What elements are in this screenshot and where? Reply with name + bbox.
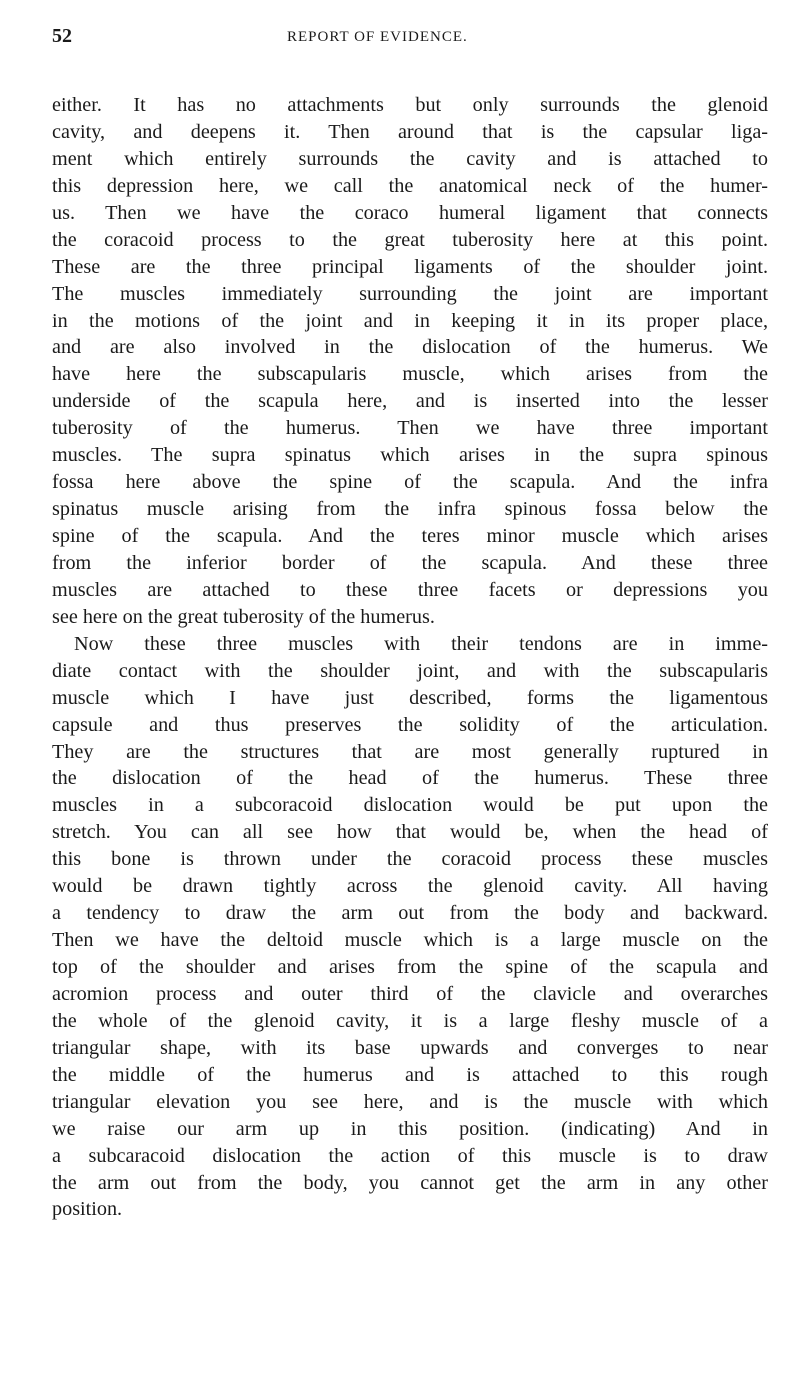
text-line: muscle which I have just described, forms the ligamentous xyxy=(52,686,768,709)
text-line: Then we have the deltoid muscle which is a large muscle on the xyxy=(52,929,768,952)
text-line: we raise our arm up in this position. (indicating) And in xyxy=(52,1117,768,1140)
text-line: muscles are attached to these three facets or depressions you xyxy=(52,578,768,601)
text-line: a subcaracoid dislocation the action of this muscle is to draw xyxy=(52,1144,768,1167)
text-line: diate contact with the shoulder joint, and with the subscapularis xyxy=(52,659,768,682)
text-line: this bone is thrown under the coracoid process these muscles xyxy=(52,848,768,871)
text-line: fossa here above the spine of the scapula. And the infra xyxy=(52,471,768,494)
text-line: either. It has no attachments but only surrounds the glenoid xyxy=(52,94,768,116)
text-line: muscles. The supra spinatus which arises in the supra spinous xyxy=(52,444,768,467)
page-number: 52 xyxy=(52,25,72,47)
text-line: muscles in a subcoracoid dislocation would be put upon the xyxy=(52,794,768,817)
text-line: acromion process and outer third of the clavicle and overarches xyxy=(52,982,768,1005)
text-line: underside of the scapula here, and is inserted into the lesser xyxy=(52,390,768,413)
text-line: Now these three muscles with their tendons are in imme- xyxy=(74,632,768,655)
text-line: would be drawn tightly across the glenoid cavity. All having xyxy=(52,875,768,898)
text-line: this depression here, we call the anatomical neck of the humer- xyxy=(52,174,768,197)
text-line: position. xyxy=(52,1198,123,1221)
text-line: have here the subscapularis muscle, which arises from the xyxy=(52,363,768,386)
text-line: cavity, and deepens it. Then around that is the capsular liga- xyxy=(52,120,768,143)
text-line: They are the structures that are most generally ruptured in xyxy=(52,740,768,763)
text-line: and are also involved in the dislocation of the humerus. We xyxy=(52,336,768,359)
text-line: The muscles immediately surrounding the joint are important xyxy=(52,282,768,305)
text-line: stretch. You can all see how that would be, when the head of xyxy=(52,821,768,844)
text-line: ment which entirely surrounds the cavity and is attached to xyxy=(52,147,768,170)
text-line: from the inferior border of the scapula. And these three xyxy=(52,551,768,574)
text-line: triangular shape, with its base upwards and converges to near xyxy=(52,1036,768,1059)
text-line: spine of the scapula. And the teres minor muscle which arises xyxy=(52,525,768,547)
text-line: in the motions of the joint and in keeping it in its proper place, xyxy=(52,309,768,332)
text-line: the coracoid process to the great tuberosity here at this point. xyxy=(52,228,768,251)
running-title: REPORT OF EVIDENCE. xyxy=(287,29,468,45)
text-line: the whole of the glenoid cavity, it is a large fleshy muscle of a xyxy=(52,1009,768,1032)
text-line: the dislocation of the head of the humerus. These three xyxy=(52,767,768,790)
text-line: us. Then we have the coraco humeral ligament that connects xyxy=(52,201,768,224)
text-line: These are the three principal ligaments of the shoulder joint. xyxy=(52,255,768,278)
text-line: top of the shoulder and arises from the spine of the scapula and xyxy=(52,956,768,978)
text-line: see here on the great tuberosity of the humerus. xyxy=(52,605,435,628)
body-text xyxy=(52,92,768,1223)
text-line: triangular elevation you see here, and is the muscle with which xyxy=(52,1090,768,1113)
text-line: capsule and thus preserves the solidity of the articulation. xyxy=(52,713,768,736)
text-line: spinatus muscle arising from the infra spinous fossa below the xyxy=(52,498,768,521)
text-line: the middle of the humerus and is attached to this rough xyxy=(52,1063,768,1086)
text-line: tuberosity of the humerus. Then we have three important xyxy=(52,417,768,440)
text-line: a tendency to draw the arm out from the body and backward. xyxy=(52,902,768,925)
running-head xyxy=(52,22,752,50)
text-line: the arm out from the body, you cannot get the arm in any other xyxy=(52,1171,768,1194)
